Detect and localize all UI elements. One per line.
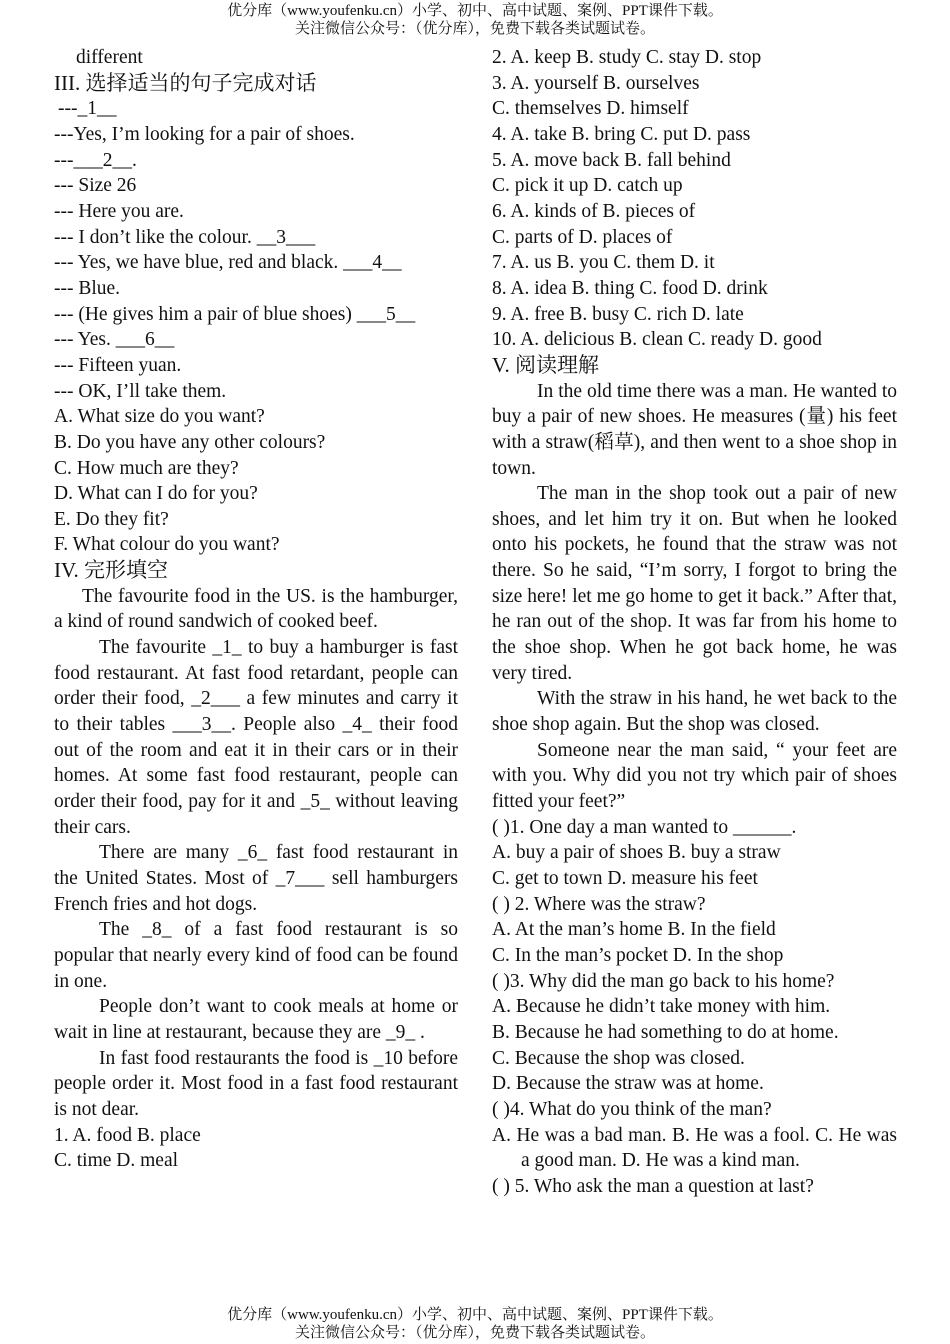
- passage-paragraph: In fast food restaurants the food is _10 before people order it. Most food in a fast food restaurant is not dear.: [54, 1047, 458, 1120]
- dialogue-line: --- OK, I’ll take them.: [54, 380, 227, 402]
- reading-paragraph: Someone near the man said, “ your feet are with you. Why did you not try which pair of shoes fitted your feet?”: [492, 739, 897, 813]
- dialogue-line: ---___2__.: [54, 149, 137, 171]
- question-line: C. In the man’s pocket D. In the shop: [492, 944, 784, 966]
- choice-line: 6. A. kinds of B. pieces of: [492, 200, 696, 222]
- page-header: [0, 2, 950, 38]
- question-line: A. Because he didn’t take money with him.: [492, 996, 831, 1018]
- passage-paragraph: There are many _6_ fast food restaurant in the United States. Most of _7___ sell hamburgers French fries and hot dogs.: [54, 842, 458, 915]
- question-line: C. Because the shop was closed.: [492, 1047, 745, 1069]
- question-line: A. He was a bad man. B. He was a fool. C. He was a good man. D. He was a kind man.: [492, 1124, 897, 1172]
- question-line: ( )1. One day a man wanted to ______.: [492, 816, 797, 838]
- passage-paragraph: The _8_ of a fast food restaurant is so popular that nearly every kind of food can be found in one.: [54, 919, 458, 992]
- dialogue-option: D. What can I do for you?: [54, 483, 258, 505]
- dialogue-option: A. What size do you want?: [54, 406, 265, 428]
- left-column: [54, 45, 458, 1174]
- choice-line: 7. A. us B. you C. them D. it: [492, 252, 715, 274]
- dialogue-line: --- (He gives him a pair of blue shoes) ___5__: [54, 303, 416, 325]
- choice-line: 2. A. keep B. study C. stay D. stop: [492, 47, 762, 68]
- dialogue-line: ---_1__: [58, 98, 117, 120]
- footer-line-1: 优分库（www.youfenku.cn）小学、初中、高中试题、案例、PPT课件下载。: [227, 1307, 723, 1323]
- section-3-title: III. 选择适当的句子完成对话: [54, 70, 317, 95]
- choice-line: 4. A. take B. bring C. put D. pass: [492, 123, 751, 145]
- question-line: A. buy a pair of shoes B. buy a straw: [492, 842, 781, 864]
- passage-paragraph: The favourite _1_ to buy a hamburger is fast food restaurant. At fast food retardant, people can order their food, _2___ a few minutes and carry it to their tables ___3__. People also _4_ their food out of the room and eat it in their cars or in their homes. At some fast food restaurant, people can order their food, pay for it and _5_ without leaving their cars.: [54, 637, 458, 838]
- reading-paragraph: With the straw in his hand, he wet back to the shoe shop again. But the shop was closed.: [492, 688, 897, 736]
- carry-over-text: different: [76, 47, 143, 68]
- dialogue-option: B. Do you have any other colours?: [54, 431, 326, 453]
- choice-line: 5. A. move back B. fall behind: [492, 149, 731, 171]
- choice-line: C. time D. meal: [54, 1150, 179, 1172]
- right-column: [492, 45, 897, 1200]
- reading-paragraph: In the old time there was a man. He wanted to buy a pair of new shoes. He measures (量) his feet with a straw(稻草), and then went to a shoe shop in town.: [492, 380, 897, 479]
- choice-line: C. themselves D. himself: [492, 98, 689, 120]
- header-line-1: 优分库（www.youfenku.cn）小学、初中、高中试题、案例、PPT课件下载。: [227, 3, 723, 19]
- dialogue-line: --- Size 26: [54, 175, 137, 197]
- dialogue-line: ---Yes, I’m looking for a pair of shoes.: [54, 123, 355, 145]
- choice-line: 10. A. delicious B. clean C. ready D. good: [492, 329, 822, 351]
- dialogue-option: C. How much are they?: [54, 457, 239, 479]
- dialogue-line: --- Here you are.: [54, 200, 184, 222]
- choice-line: 3. A. yourself B. ourselves: [492, 72, 700, 94]
- section-5-title: V. 阅读理解: [492, 352, 599, 377]
- question-line: D. Because the straw was at home.: [492, 1073, 764, 1095]
- footer-line-2: 关注微信公众号：（优分库），免费下载各类试题试卷。: [294, 1325, 655, 1341]
- question-line: C. get to town D. measure his feet: [492, 868, 758, 889]
- section-4-title: IV. 完形填空: [54, 558, 168, 583]
- dialogue-option: F. What colour do you want?: [54, 534, 280, 556]
- question-line: ( ) 5. Who ask the man a question at last?: [492, 1175, 814, 1197]
- choice-line: 9. A. free B. busy C. rich D. late: [492, 303, 744, 325]
- question-line: ( )3. Why did the man go back to his home?: [492, 970, 835, 992]
- dialogue-line: --- Yes. ___6__: [54, 329, 175, 351]
- choice-line: C. pick it up D. catch up: [492, 175, 683, 197]
- passage-paragraph: The favourite food in the US. is the hamburger, a kind of round sandwich of cooked beef.: [54, 585, 458, 633]
- dialogue-line: --- Fifteen yuan.: [54, 354, 182, 376]
- dialogue-line: --- Yes, we have blue, red and black. ___4__: [54, 252, 402, 274]
- dialogue-line: --- Blue.: [54, 277, 121, 299]
- question-line: A. At the man’s home B. In the field: [492, 919, 776, 941]
- reading-paragraph: The man in the shop took out a pair of new shoes, and let him try it on. But when he looked onto his pockets, he found that the straw was not there. So he said, “I’m sorry, I forgot to bring the size here! let me go home to get it back.” After that, he ran out of the shop. It was far from his home to the shoe shop. When he got back home, he was very tired.: [492, 483, 897, 684]
- dialogue-line: --- I don’t like the colour. __3___: [54, 226, 316, 248]
- passage-paragraph: People don’t want to cook meals at home or wait in line at restaurant, because they are _9_ .: [54, 996, 458, 1043]
- header-line-2: 关注微信公众号：（优分库），免费下载各类试题试卷。: [294, 21, 655, 37]
- dialogue-option: E. Do they fit?: [54, 508, 169, 530]
- choice-line: C. parts of D. places of: [492, 226, 673, 248]
- page-footer: [0, 1306, 950, 1342]
- question-line: ( ) 2. Where was the straw?: [492, 893, 706, 915]
- question-line: ( )4. What do you think of the man?: [492, 1098, 772, 1120]
- choice-line: 1. A. food B. place: [54, 1124, 201, 1146]
- question-line: B. Because he had something to do at home.: [492, 1021, 839, 1043]
- choice-line: 8. A. idea B. thing C. food D. drink: [492, 277, 768, 299]
